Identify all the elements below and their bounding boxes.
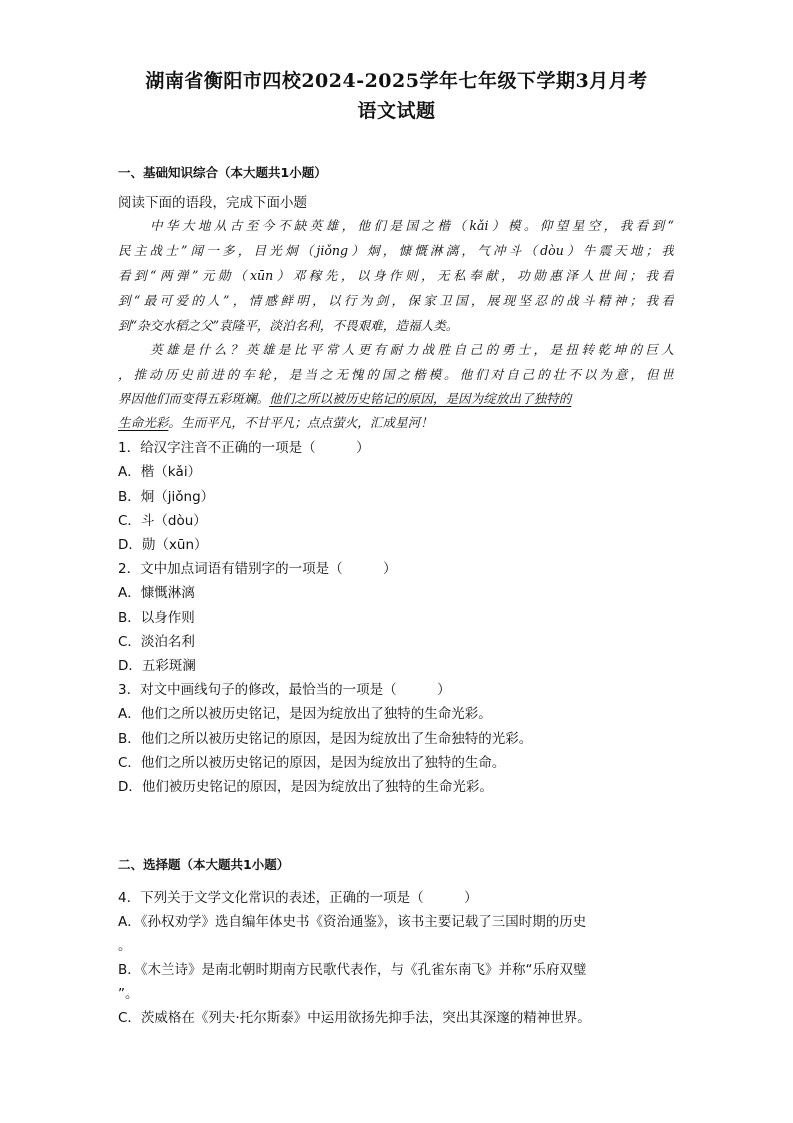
passage-p2-line4 <box>118 412 674 431</box>
q1-option-c: C．斗（dòu） <box>118 513 207 529</box>
q3-stem: 3．对文中画线句子的修改，最恰当的一项是（ ） <box>118 682 451 698</box>
exam-title-line1: 湖南省衡阳市四校2024-2025学年七年级下学期3月月考 <box>145 70 648 92</box>
q4-option-a-line1: A．《孙权劝学》选自编年体史书《资治通鉴》，该书主要记载了三国时期的历史 <box>118 914 587 930</box>
q2-option-a: A．慷慨淋漓 <box>118 585 195 601</box>
passage-p1-line5: 到“杂交水稻之父”袁隆平，淡泊名利，不畏艰难，造福人类。 <box>118 318 459 333</box>
passage-p2-line3 <box>118 388 674 407</box>
underlined-sentence-part2: 生命光彩 <box>118 415 169 430</box>
passage-p1-line2: 民主战士”闻一多，目光炯（jiǒng）炯，慷慨淋漓，气冲斗（dòu）牛震天地；我 <box>118 243 674 258</box>
q3-option-c: C．他们之所以被历史铭记的原因，是因为绽放出了独特的生命。 <box>118 755 506 771</box>
q3-option-a: A．他们之所以被历史铭记，是因为绽放出了独特的生命光彩。 <box>118 706 492 722</box>
q4-option-b-line1: B．《木兰诗》是南北朝时期南方民歌代表作，与《孔雀东南飞》并称“乐府双璧 <box>118 962 587 978</box>
q2-option-b: B．以身作则 <box>118 610 195 626</box>
passage-p2-line3-text: 界因他们而变得五彩斑斓。 <box>118 391 270 406</box>
q4-option-a-line2: 。 <box>118 938 132 954</box>
passage-p1-line3: 看到“两弹”元勋（xūn）邓稼先，以身作则，无私奉献，功勋惠泽人世间；我看 <box>118 268 674 283</box>
q2-stem: 2．文中加点词语有错别字的一项是（ ） <box>118 561 397 577</box>
exam-title-line2: 语文试题 <box>357 100 436 122</box>
section1-heading: 一、基础知识综合（本大题共1小题） <box>118 165 327 180</box>
q1-option-b: B．炯（jiǒng） <box>118 489 215 505</box>
passage-p1-line4: 到“最可爱的人”，情感鲜明，以行为剑，保家卫国，展现坚忍的战斗精神；我看 <box>118 293 674 308</box>
q3-option-d: D．他们被历史铭记的原因，是因为绽放出了独特的生命光彩。 <box>118 779 493 795</box>
reading-instruction: 阅读下面的语段，完成下面小题 <box>118 195 307 211</box>
section2-heading: 二、选择题（本大题共1小题） <box>118 857 290 872</box>
passage-p2-tail: 。生而平凡，不甘平凡；点点萤火，汇成星河！ <box>168 415 433 430</box>
q4-option-b-line2: ”。 <box>118 986 139 1002</box>
q2-option-d: D．五彩斑澜 <box>118 658 196 674</box>
passage-p1-line1: 中华大地从古至今不缺英雄，他们是国之楷（kǎi）模。仰望星空，我看到“ <box>118 218 674 233</box>
q4-option-c: C．茨威格在《列夫·托尔斯泰》中运用欲扬先抑手法，突出其深邃的精神世界。 <box>118 1010 591 1026</box>
underlined-sentence-part1: 他们之所以被历史铭记的原因，是因为绽放出了独特的 <box>269 391 572 406</box>
q1-stem: 1．给汉字注音不正确的一项是（ ） <box>118 440 370 456</box>
q4-stem: 4．下列关于文学文化常识的表述，正确的一项是（ ） <box>118 890 478 906</box>
q1-option-a: A．楷（kǎi） <box>118 464 202 480</box>
q2-option-c: C．淡泊名利 <box>118 634 195 650</box>
passage-p2-line2: ，推动历史前进的车轮，是当之无愧的国之楷模。他们对自己的壮不以为意，但世 <box>118 367 674 382</box>
q1-option-d: D．勋（xūn） <box>118 537 208 553</box>
q3-option-b: B．他们之所以被历史铭记的原因，是因为绽放出了生命独特的光彩。 <box>118 731 533 747</box>
passage-p2-line1: 英雄是什么？英雄是比平常人更有耐力战胜自己的勇士，是扭转乾坤的巨人 <box>118 342 674 357</box>
